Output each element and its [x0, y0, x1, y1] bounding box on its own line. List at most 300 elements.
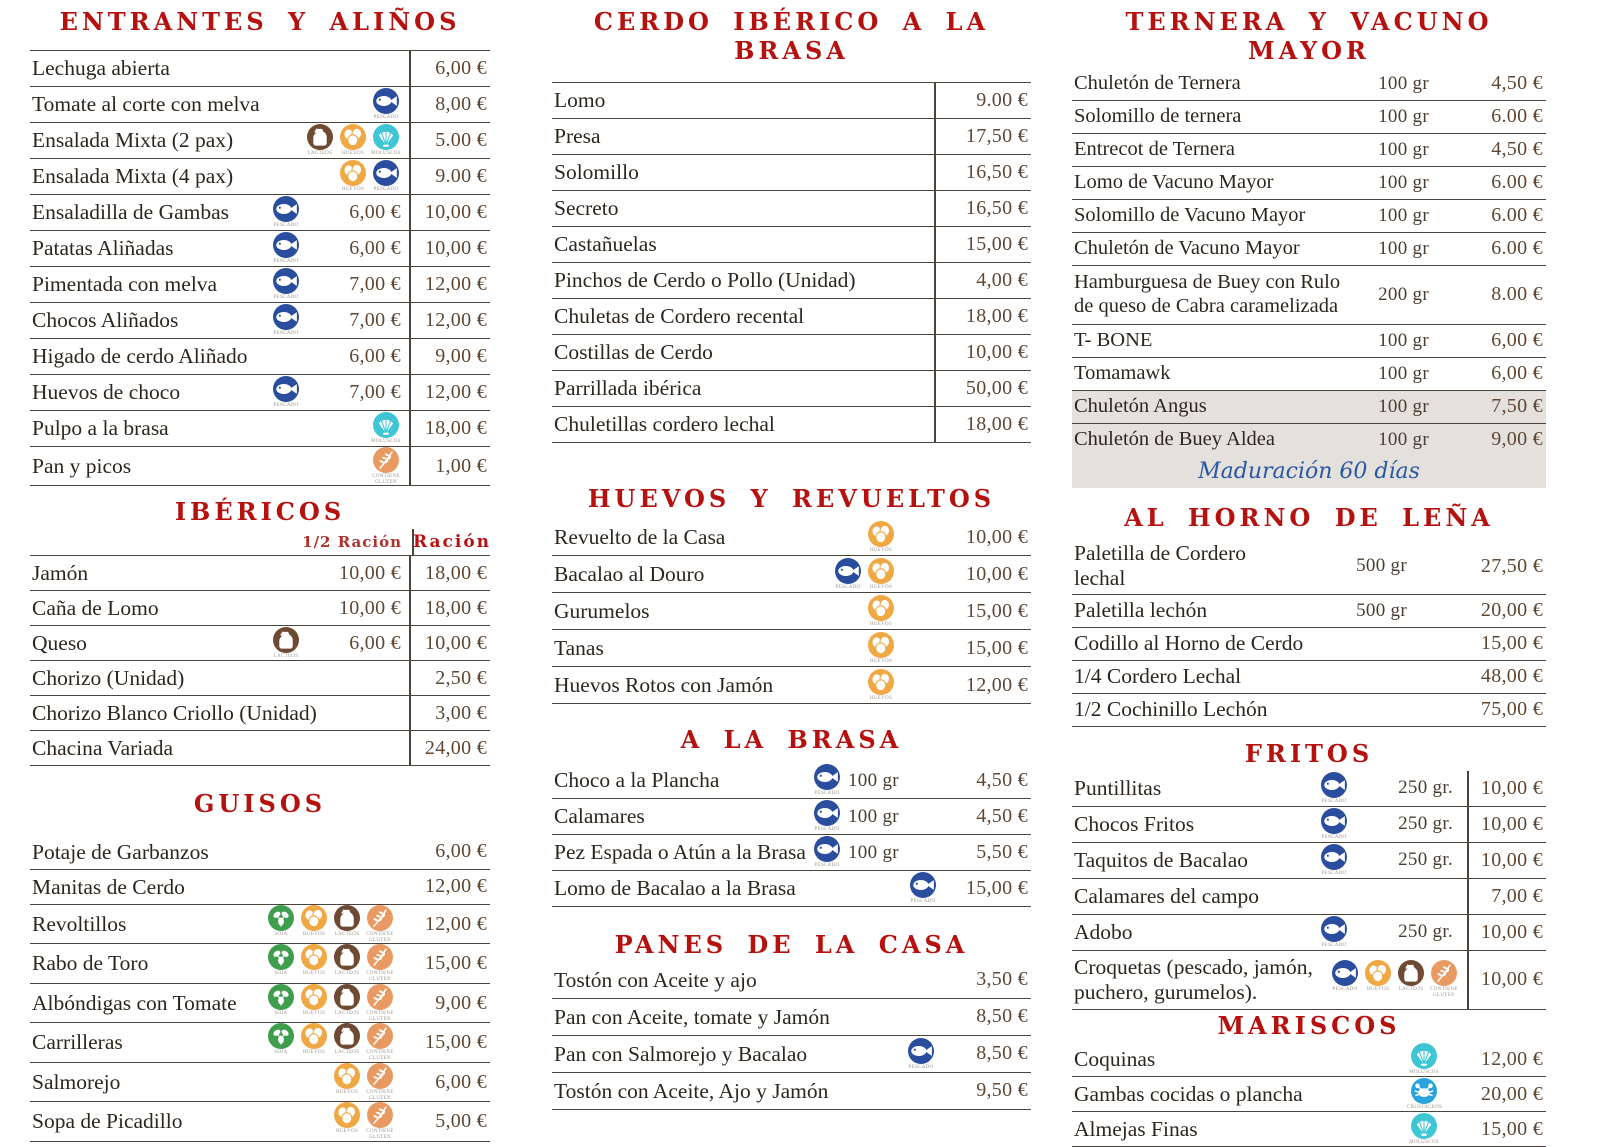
allergen-icons [266, 905, 395, 944]
item-price: 50,00 € [934, 371, 1031, 406]
section-table [30, 835, 490, 1142]
item-name: Salmorejo [32, 1069, 121, 1094]
item-name: Paletilla de Cordero lechal [1074, 541, 1246, 591]
menu-item-row [30, 266, 490, 302]
item-name: Chacina Variada [32, 735, 174, 760]
menu-item-row [1072, 1111, 1546, 1146]
menu-item-row [1072, 423, 1546, 456]
item-price: 8,50 € [976, 1042, 1028, 1065]
soja-icon [266, 1023, 296, 1056]
allergen-icons [866, 595, 896, 628]
menu-item-row [1072, 133, 1546, 166]
item-price: 17,50 € [934, 119, 1031, 154]
item-name: Solomillo [554, 159, 639, 184]
item-name: Tomate al corte con melva [32, 91, 260, 116]
item-price: 12,00 € [409, 267, 490, 302]
half-portion-price: 7,00 € [349, 308, 401, 331]
menu-item-row [30, 555, 490, 590]
portion-weight: 100 gr [848, 805, 899, 827]
pescado-icon [371, 160, 401, 193]
item-price: 12,00 € [1480, 1047, 1543, 1070]
menu-item-row [1072, 232, 1546, 265]
section-title-entrantes: ENTRANTES Y ALIÑOS [59, 7, 461, 36]
portion-weight: 100 gr [1378, 395, 1429, 417]
menu-item-row [552, 798, 1031, 834]
allergen-icons [866, 632, 896, 665]
item-name: Costillas de Cerdo [554, 339, 713, 364]
half-portion-price: 7,00 € [349, 380, 401, 403]
pescado-icon [271, 268, 301, 301]
item-price: 8,50 € [976, 1005, 1028, 1028]
allergen-label: MOLUSCOS [1409, 1140, 1439, 1146]
allergen-icons [1407, 1078, 1443, 1111]
portion-weight: 100 gr [1378, 329, 1429, 351]
moluscos-icon [371, 124, 401, 157]
item-price: 15,00 € [424, 952, 487, 975]
item-price: 4,00 € [934, 263, 1031, 298]
lacteos-icon [271, 627, 301, 660]
item-name: Solomillo de ternera [1074, 104, 1242, 127]
item-price: 10,00 € [409, 626, 490, 660]
section-title-fritos: FRITOS [1244, 738, 1374, 768]
menu-item-row [1072, 950, 1546, 1009]
menu-item-row [1072, 265, 1546, 324]
allergen-label: CONTIENE GLUTEN [366, 1050, 394, 1062]
gluten-icon [365, 1063, 395, 1102]
allergen-label: PESCADO [273, 294, 299, 300]
half-portion-price: 6,00 € [349, 631, 401, 654]
allergen-label: HUEVOS [869, 585, 893, 591]
section-title-mariscos: MARISCOS [1217, 1010, 1401, 1040]
menu-item-row [552, 592, 1031, 629]
allergen-label: LACTEOS [334, 1010, 360, 1016]
item-price: 6,00 € [435, 840, 487, 863]
allergen-label: CONTIENE GLUTEN [366, 931, 394, 943]
pescado-icon [1319, 808, 1349, 841]
allergen-label: HUEVOS [335, 1089, 359, 1095]
allergen-label: PESCADO [273, 330, 299, 336]
item-price: 15,00 € [965, 877, 1028, 900]
allergen-label: CRUSTACEOS [1407, 1105, 1443, 1111]
section-table [30, 529, 490, 766]
section-table [1072, 538, 1546, 726]
lacteos-icon [332, 944, 362, 977]
item-price: 12,00 € [424, 875, 487, 898]
menu-section-mariscos [1072, 1012, 1546, 1147]
menu-item-row [30, 625, 490, 660]
menu-item-row [552, 226, 1031, 262]
menu-item-row [552, 118, 1031, 154]
huevos-icon [866, 669, 896, 702]
pescado-icon [1330, 960, 1360, 993]
allergen-label: MOLUSCOS [371, 438, 401, 444]
soja-icon [266, 905, 296, 938]
pescado-icon [1319, 844, 1349, 877]
lacteos-icon [332, 905, 362, 938]
menu-section-cerdo [552, 8, 1031, 443]
item-price: 24,00 € [409, 731, 490, 765]
item-name: Chuletón de Ternera [1074, 71, 1241, 94]
item-name: Rabo de Toro [32, 951, 149, 976]
item-name: Ensalada Mixta (4 pax) [32, 163, 234, 188]
item-name: Manitas de Cerdo [32, 874, 185, 899]
allergen-label: PESCADO [273, 402, 299, 408]
moluscos-icon [1409, 1043, 1439, 1076]
allergen-icons [1409, 1043, 1439, 1076]
menu-item-row [1072, 594, 1546, 627]
item-name: Almejas Finas [1074, 1117, 1198, 1142]
portion-weight: 100 gr [1378, 138, 1429, 160]
allergen-label: SOJA [274, 1050, 288, 1056]
menu-column-right [1072, 0, 1546, 1147]
item-name: 1/2 Cochinillo Lechón [1074, 697, 1268, 722]
item-name: Chocos Aliñados [32, 307, 179, 332]
lacteos-icon [332, 984, 362, 1017]
menu-item-row [552, 629, 1031, 666]
gluten-icon [371, 447, 401, 486]
soja-icon [266, 984, 296, 1017]
menu-item-row [30, 338, 490, 374]
item-name: Chuletón de Vacuno Mayor [1074, 236, 1300, 259]
item-price: 7,50 € [1491, 395, 1543, 418]
section-title-cerdo: CERDO IBÉRICO A LA BRASA [593, 7, 990, 65]
item-price: 4,50 € [976, 769, 1028, 792]
half-portion-price: 10,00 € [338, 596, 401, 619]
menu-item-row [1072, 660, 1546, 693]
allergen-label: CONTIENE GLUTEN [366, 1089, 394, 1101]
item-name: 1/4 Cordero Lechal [1074, 664, 1242, 689]
huevos-icon [299, 984, 329, 1017]
allergen-label: CONTIENE GLUTEN [366, 971, 394, 983]
pescado-icon [1319, 916, 1349, 949]
huevos-icon [866, 595, 896, 628]
item-price: 18,00 € [409, 591, 490, 625]
menu-column-left [30, 0, 490, 1142]
allergen-label: SOJA [274, 971, 288, 977]
item-price: 2,50 € [409, 661, 490, 695]
huevos-icon [332, 1102, 362, 1135]
item-price: 6,00 € [409, 51, 490, 86]
item-price: 10,00 € [409, 231, 490, 266]
allergen-icons [266, 984, 395, 1023]
section-title-brasa: A LA BRASA [680, 725, 903, 755]
allergen-icons [812, 764, 842, 797]
allergen-label: LACTEOS [273, 653, 299, 659]
menu-item-row [30, 86, 490, 122]
allergen-label: PESCADO [1321, 834, 1347, 840]
menu-item-row [552, 334, 1031, 370]
huevos-icon [299, 1023, 329, 1056]
item-price: 12,00 € [409, 303, 490, 338]
allergen-label: PESCADO [908, 1064, 934, 1070]
allergen-label: SOJA [274, 931, 288, 937]
section-title-huevos-revueltos: HUEVOS Y REVUELTOS [587, 483, 996, 513]
item-price: 6.00 € [1491, 204, 1543, 227]
allergen-label: HUEVOS [302, 931, 326, 937]
racion-header: Ración [412, 529, 490, 555]
item-price: 5,50 € [976, 841, 1028, 864]
portion-weight: 200 gr [1378, 283, 1429, 305]
portion-weight: 250 gr. [1398, 777, 1453, 799]
item-price: 18,00 € [409, 411, 490, 446]
portion-weight: 250 gr. [1398, 921, 1453, 943]
huevos-icon [299, 944, 329, 977]
allergen-label: LACTEOS [334, 1050, 360, 1056]
menu-section-horno [1072, 504, 1546, 727]
menu-item-row [1072, 199, 1546, 232]
maduracion-note: Maduración 60 días [1198, 459, 1420, 485]
menu-item-row [552, 82, 1031, 118]
item-name: Castañuelas [554, 231, 657, 256]
menu-item-row [1072, 806, 1546, 842]
item-name: Hamburguesa de Buey con Rulo de queso de Cabra caramelizada [1074, 271, 1341, 317]
allergen-icons [371, 88, 401, 121]
item-name: Coquinas [1074, 1047, 1156, 1072]
allergen-label: PESCADO [835, 585, 861, 591]
half-portion-price: 6,00 € [349, 344, 401, 367]
allergen-icons [271, 232, 301, 265]
section-table [1072, 1042, 1546, 1147]
menu-item-row [1072, 1042, 1546, 1076]
portion-weight: 100 gr [848, 841, 899, 863]
item-price: 10,00 € [1467, 807, 1546, 842]
pescado-icon [1319, 772, 1349, 805]
allergen-label: PESCADO [373, 186, 399, 192]
menu-item-row [30, 374, 490, 410]
pescado-icon [833, 558, 863, 591]
allergen-icons [271, 376, 301, 409]
moluscos-icon [1409, 1113, 1439, 1146]
pescado-icon [908, 872, 938, 905]
menu-item-row [552, 962, 1031, 998]
menu-section-fritos [1072, 740, 1546, 1010]
menu-section-panes [552, 931, 1031, 1110]
item-name: Chuletón Angus [1074, 394, 1207, 417]
menu-item-row [552, 190, 1031, 226]
item-name: Pimentada con melva [32, 271, 218, 296]
item-name: Chuletas de Cordero recental [554, 303, 805, 328]
item-price: 16,50 € [934, 155, 1031, 190]
item-name: Chorizo (Unidad) [32, 665, 185, 690]
item-name: Sopa de Picadillo [32, 1109, 183, 1134]
menu-column-center [552, 0, 1031, 1110]
allergen-icons [812, 800, 842, 833]
pescado-icon [271, 304, 301, 337]
item-price: 6,00 € [1491, 329, 1543, 352]
menu-item-row [30, 730, 490, 765]
item-name: Solomillo de Vacuno Mayor [1074, 203, 1306, 226]
menu-item-row [30, 869, 490, 904]
menu-item-row [552, 555, 1031, 592]
huevos-icon [866, 521, 896, 554]
section-title-ibericos: IBÉRICOS [174, 497, 346, 527]
allergen-icons [1319, 916, 1349, 949]
menu-item-row [30, 943, 490, 983]
allergen-icons [1319, 772, 1349, 805]
huevos-icon [338, 124, 368, 157]
item-name: Choco a la Plancha [554, 768, 720, 793]
item-price: 6.00 € [1491, 105, 1543, 128]
item-price: 15,00 € [965, 599, 1028, 622]
allergen-label: PESCADO [814, 791, 840, 797]
menu-item-row [30, 122, 490, 158]
allergen-icons [271, 196, 301, 229]
menu-item-row [552, 763, 1031, 798]
item-name: Pulpo a la brasa [32, 415, 169, 440]
menu-item-row [30, 1101, 490, 1141]
allergen-icons [1330, 960, 1459, 999]
item-name: Chuletón de Buey Aldea [1074, 427, 1275, 450]
allergen-label: HUEVOS [1366, 987, 1390, 993]
item-name: Adobo [1074, 919, 1133, 944]
item-name: Codillo al Horno de Cerdo [1074, 631, 1304, 656]
gluten-icon [365, 1023, 395, 1062]
menu-item-row [30, 302, 490, 338]
menu-section-entrantes [30, 8, 490, 486]
soja-icon [266, 944, 296, 977]
section-table [30, 50, 490, 487]
menu-item-row [552, 262, 1031, 298]
item-price: 10,00 € [409, 195, 490, 230]
huevos-icon [866, 632, 896, 665]
allergen-label: PESCADO [910, 899, 936, 905]
pescado-icon [271, 232, 301, 265]
gluten-icon [1429, 960, 1459, 999]
item-name: Lomo de Bacalao a la Brasa [554, 876, 796, 901]
pescado-icon [271, 196, 301, 229]
item-name: Gambas cocidas o plancha [1074, 1082, 1303, 1107]
item-price: 10,00 € [1467, 843, 1546, 878]
item-price: 9,00 € [1491, 428, 1543, 451]
item-price: 27,50 € [1480, 554, 1543, 577]
allergen-icons [833, 558, 896, 591]
item-name: Caña de Lomo [32, 595, 159, 620]
pescado-icon [371, 88, 401, 121]
item-price: 6,00 € [1491, 362, 1543, 385]
allergen-label: CONTIENE GLUTEN [366, 1129, 394, 1141]
allergen-icons [271, 304, 301, 337]
huevos-icon [866, 558, 896, 591]
allergen-label: PESCADO [1321, 870, 1347, 876]
portion-weight: 100 gr [1378, 428, 1429, 450]
allergen-icons [371, 412, 401, 445]
item-price: 10,00 € [1467, 951, 1546, 1009]
item-name: Chuletillas cordero lechal [554, 411, 775, 436]
section-table [552, 82, 1031, 443]
maduracion-note-row [1072, 456, 1546, 488]
half-portion-price: 6,00 € [349, 200, 401, 223]
allergen-label: PESCADO [273, 222, 299, 228]
item-price: 20,00 € [1480, 599, 1543, 622]
allergen-icons [338, 160, 401, 193]
menu-item-row [1072, 627, 1546, 660]
item-price: 8,00 € [409, 87, 490, 122]
item-price: 4,50 € [1491, 72, 1543, 95]
half-portion-price: 7,00 € [349, 272, 401, 295]
allergen-label: SOJA [274, 1010, 288, 1016]
item-price: 1,00 € [409, 447, 490, 486]
item-price: 16,50 € [934, 191, 1031, 226]
item-name: Lomo de Vacuno Mayor [1074, 170, 1274, 193]
portion-weight: 100 gr [1378, 171, 1429, 193]
item-price: 75,00 € [1480, 698, 1543, 721]
menu-item-row [1072, 68, 1546, 100]
pescado-icon [271, 376, 301, 409]
gluten-icon [365, 944, 395, 983]
portion-weight: 100 gr [1378, 72, 1429, 94]
gluten-icon [365, 1102, 395, 1141]
item-name: Patatas Aliñadas [32, 235, 174, 260]
menu-item-row [30, 446, 490, 486]
allergen-label: LACTEOS [334, 971, 360, 977]
portion-weight: 100 gr [1378, 105, 1429, 127]
portion-weight: 500 gr [1356, 599, 1407, 621]
portion-header-row [30, 529, 490, 555]
menu-item-row [1072, 166, 1546, 199]
menu-item-row [1072, 324, 1546, 357]
menu-item-row [552, 870, 1031, 906]
pescado-icon [812, 764, 842, 797]
section-title-ternera: TERNERA Y VACUNO MAYOR [1125, 7, 1493, 65]
item-name: Huevos de choco [32, 379, 181, 404]
allergen-label: HUEVOS [869, 548, 893, 554]
huevos-icon [1363, 960, 1393, 993]
item-name: Revuelto de la Casa [554, 525, 726, 550]
portion-weight: 100 gr [848, 769, 899, 791]
menu-item-row [552, 666, 1031, 703]
item-price: 9,00 € [409, 339, 490, 374]
item-name: Bacalao al Douro [554, 562, 705, 587]
allergen-icons [812, 836, 842, 869]
section-table [552, 763, 1031, 907]
section-title-horno: AL HORNO DE LEÑA [1124, 502, 1494, 532]
allergen-label: PESCADO [1332, 987, 1358, 993]
item-name: Presa [554, 123, 601, 148]
menu-item-row [30, 194, 490, 230]
allergen-label: CONTIENE GLUTEN [372, 473, 400, 485]
item-name: Pinchos de Cerdo o Pollo (Unidad) [554, 267, 856, 292]
item-price: 20,00 € [1480, 1082, 1543, 1105]
menu-item-row [552, 519, 1031, 555]
moluscos-icon [371, 412, 401, 445]
menu-item-row [1072, 693, 1546, 726]
item-price: 9,50 € [976, 1079, 1028, 1102]
item-name: Tanas [554, 636, 604, 661]
item-name: Paletilla lechón [1074, 598, 1208, 623]
item-name: Pan y picos [32, 453, 132, 478]
item-price: 5.00 € [409, 123, 490, 158]
item-name: Ensalada Mixta (2 pax) [32, 127, 234, 152]
menu-item-row [1072, 390, 1546, 423]
allergen-icons [1319, 808, 1349, 841]
portion-weight: 100 gr [1378, 362, 1429, 384]
half-portion-price: 6,00 € [349, 236, 401, 259]
item-price: 9.00 € [409, 159, 490, 194]
allergen-icons [1409, 1113, 1439, 1146]
menu-item-row [30, 983, 490, 1023]
allergen-icons [371, 447, 401, 486]
allergen-label: MOLUSCOS [371, 150, 401, 156]
menu-item-row [1072, 100, 1546, 133]
allergen-icons [332, 1102, 395, 1141]
item-name: Entrecot de Ternera [1074, 137, 1235, 160]
menu-item-row [552, 834, 1031, 870]
item-price: 10,00 € [1467, 915, 1546, 950]
item-price: 8.00 € [1491, 283, 1543, 306]
item-price: 3,50 € [976, 968, 1028, 991]
allergen-label: PESCADO [373, 114, 399, 120]
section-table [1072, 771, 1546, 1010]
